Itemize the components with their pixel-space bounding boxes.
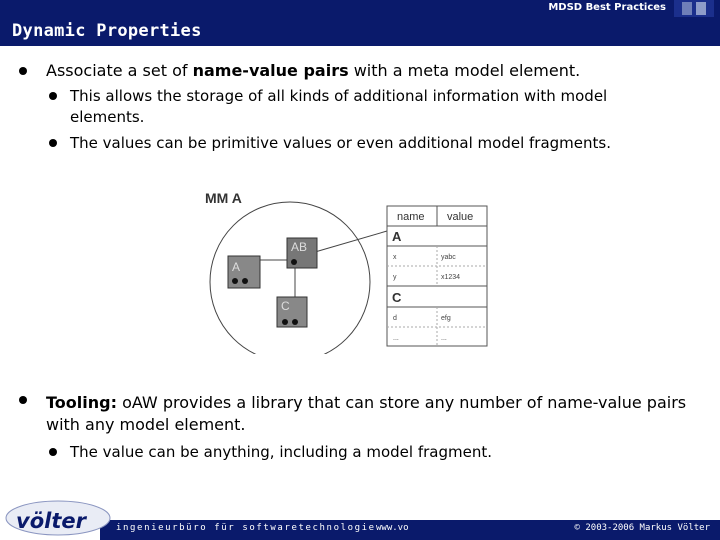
- node-a-label: A: [232, 260, 241, 274]
- footer-url: www.vo: [376, 523, 409, 533]
- bullet-1-sub-1-text: This allows the storage of all kinds of additional information with model elements.: [70, 87, 608, 126]
- meta-model-diagram: [195, 182, 495, 354]
- node-ab: [287, 238, 317, 268]
- bullet-2-dot: [19, 396, 27, 404]
- page-title: Dynamic Properties: [12, 21, 202, 41]
- diagram-title: MM A: [205, 190, 242, 206]
- bullet-1-strong: name-value pairs: [192, 61, 349, 80]
- header-logo-icon: [674, 0, 714, 17]
- bullet-2-strong: Tooling:: [46, 393, 117, 412]
- voelter-logo: [0, 498, 112, 540]
- bullet-1-prefix: Associate a set of: [46, 61, 193, 80]
- table-group-a: A: [392, 229, 402, 244]
- table-cell: y: [393, 274, 397, 281]
- node-c: [277, 297, 307, 327]
- table-cell: x: [393, 254, 397, 261]
- footer-logo-text: völter: [16, 509, 86, 533]
- bullet-1-dot: [19, 67, 27, 75]
- bullet-1-suffix: with a meta model element.: [348, 61, 581, 80]
- bullet-1-sub-1-dot: [49, 92, 57, 100]
- bullet-1-sub-2-dot: [49, 139, 57, 147]
- bullet-2-text: [46, 392, 708, 436]
- table-header-value: value: [447, 211, 474, 223]
- table-cell: efg: [441, 315, 451, 322]
- footer-copyright: © 2003-2006 Markus Völter: [574, 523, 710, 533]
- bullet-2-suffix: oAW provides a library that can store any number of name-value pairs with any model element.: [46, 393, 687, 434]
- node-c-label: C: [281, 299, 290, 313]
- bullet-1-text: [46, 61, 706, 80]
- table-cell: ...: [393, 335, 399, 342]
- bullet-2-sub-1-dot: [49, 448, 57, 456]
- property-table: [387, 206, 487, 346]
- table-cell: yabc: [441, 254, 456, 261]
- table-header-name: name: [397, 211, 425, 223]
- bullet-1-sub-2-text: The values can be primitive values or even additional model fragments.: [70, 134, 611, 152]
- table-cell: ...: [441, 335, 447, 342]
- header-tag: MDSD Best Practices: [548, 2, 666, 13]
- node-ab-label: AB: [291, 240, 308, 254]
- table-group-c: C: [392, 290, 402, 305]
- node-a: [228, 256, 260, 288]
- connector-table: [315, 231, 387, 252]
- table-cell: d: [393, 315, 397, 322]
- footer-tagline: ingenieurbüro für softwaretechnologie: [116, 523, 376, 533]
- table-cell: x1234: [441, 274, 461, 281]
- bullet-2-sub-1-text: The value can be anything, including a model fragment.: [70, 443, 493, 461]
